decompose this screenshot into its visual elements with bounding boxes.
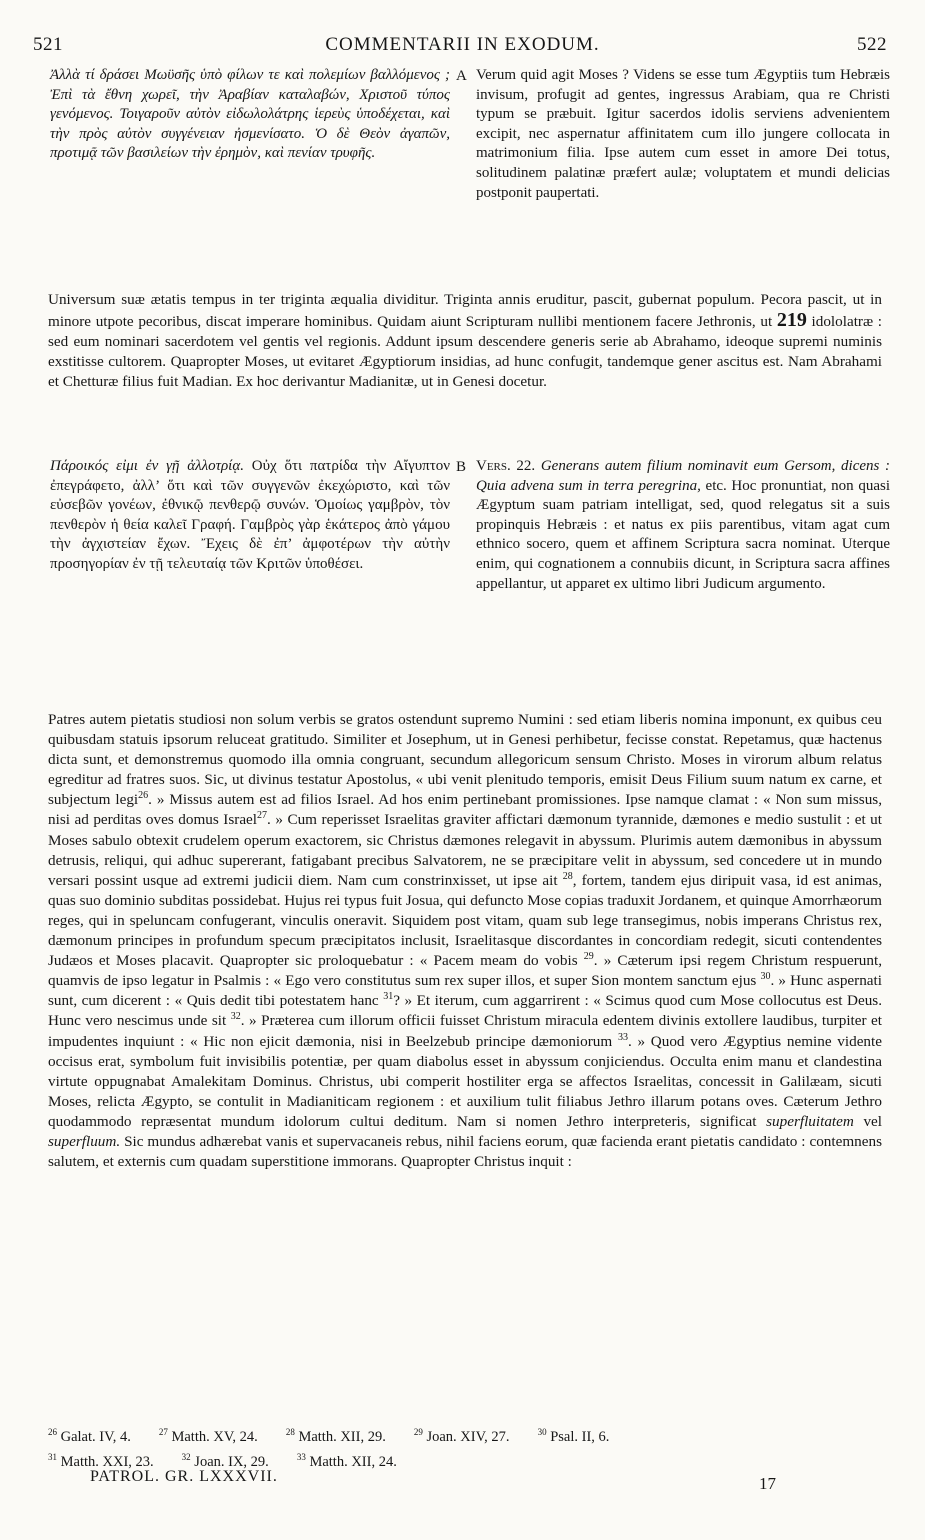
footnote: $^{26}$ Galat. IV, 4. — [48, 1427, 131, 1445]
series-signature: PATROL. GR. LXXXVII. — [90, 1468, 278, 1485]
footnote-ref: 33 — [617, 1031, 628, 1043]
page-number-right: 522 — [857, 34, 887, 55]
paragraph-text: . » Quod vero Ægyptius nemine vidente occisus erat, symbolum fuit invisibilis potentiæ, per quam diabolus esset in abyssum conjiciendus. Occulta enim manu et clandestina virtute oppugnabat Amalekitam Dominus. Christus, ubi comperit hostiliter erga se affectos Israelitas, concessit in Galilæam, sicuti Moses, relicta Ægypto, se contulit in Madianiticam regionem : et auxilium tulit filiabus Jethro illarum potans oves. Cæterum Jethro quodammodo repræsentat mundum idolorum cultui deditum. Nam si nomen Jethro interpreteris, significat — [48, 1032, 882, 1130]
paragraph-text: Sic mundus adhærebat vanis et supervacaneis rebus, nihil faciens eorum, quæ facienda erant pietatis candidato : contemnens salutem, et externis cum quadam superstitione immorans. Quapropter Christus inquit : — [48, 1132, 883, 1171]
latin-column-2 — [476, 457, 890, 594]
greek-column-2 — [50, 457, 450, 575]
paragraph-text: . » Præterea cum illorum officii fuisset Christum miracula edentem divinis extollere laudibus, turpiter et impudentes inquiunt : « Hic non ejicit dæmonia, nisi in Beelzebub principe dæmoniorum — [48, 1012, 883, 1050]
greek-lemma: Πάροικός εἰμι ἐν γῇ ἀλλοτρίᾳ. — [50, 458, 244, 474]
paragraph-text: Patres autem pietatis studiosi non solum verbis se gratos ostendunt supremo Numini : sed etiam liberis nomina imponunt, ex quibus ceu quibusdam statuis ipsorum reluceat gratitudo. Similiter et Josephum, ut in Genesi perhibetur, fecisse constat. Repetamus, quæ hactenus dicta sunt, et demonstremus quomodo illa omnia congruant, secundum allegoricum sensum Christo. Moses in virorum album relatus egreditur ad fratres suos. Sic, ut divinus testatur Apostolus, « ubi venit plenitudo temporis, emisit Deus Filium suum natum ex carne, et subjectum legi — [48, 711, 882, 809]
column-marker-a: A — [456, 68, 467, 84]
paragraph-text: , fortem, tandem ejus diripuit vasa, id est animas, quas suo dominio subditas possidebat. Hujus rei typus fuit Josua, qui defuncto Mose copias traduxit Jordanem, et quinque Amorrhæorum reges, qui in speluncam confugerant, vinculis oneravit. Siquidem post vitam, quam sub lege transegimus, nobis imperans Christus rex, dæmonum principes in profundum specum præcipitatos inclusit, Israelitasque discordantes in concordiam redegit, sicuti contendentes Judæos et Moses placavit. Quapropter sic proloquebatur : « Pacem meam do vobis — [48, 871, 883, 970]
verse-lemma: Generans autem filium nominavit eum Gersom, dicens : Quia advena sum in terra peregrina, — [476, 458, 891, 494]
paragraph-text: vel — [863, 1112, 882, 1130]
italic-term: superfluum. — [48, 1132, 121, 1150]
footnote: $^{28}$ Matth. XII, 29. — [285, 1427, 386, 1445]
footnote: $^{30}$ Psal. II, 6. — [537, 1427, 610, 1445]
italic-term: superfluitatem — [766, 1112, 854, 1130]
paragraph-universum — [48, 290, 882, 392]
footnote: $^{27}$ Matth. XV, 24. — [158, 1427, 258, 1445]
running-header — [0, 34, 925, 58]
footnote-ref: 31 — [383, 991, 394, 1003]
footnote-ref: 32 — [230, 1011, 241, 1023]
page-number-left: 521 — [33, 34, 63, 55]
column-number: 219 — [776, 309, 807, 332]
footnote: $^{32}$ Joan. IX, 29. — [181, 1451, 269, 1470]
paragraph-patres — [48, 710, 882, 1172]
paragraph-text: . » Missus autem est ad filios Israel. Ad hos enim pertinebant promissiones. Ipse namque clamat : « Non sum missus, nisi ad perditas oves domus Israel — [48, 791, 883, 829]
footnote: $^{33}$ Matth. XII, 24. — [296, 1451, 397, 1470]
column-marker-b: B — [456, 459, 467, 475]
footnote-ref: 28 — [562, 870, 573, 882]
paragraph-text: . » Cum reperisset Israelitas graviter affictari dæmonum tyrannide, dæmones e medio sustulit : et ut Moses sabulo obtexit crudelem operum exactorem, sic Christus dæmones relegavit in abyssum. Plurimis autem dæmonibus in abyssum detrusis, reliqui, qui adhuc supererant, fatigabant precibus Salvatorem, ne se præcipitare velit in abyssum, sed concedere ut in mundo versari possint usque ad extremi judicii diem. Nam cum constrinxisset, ut ipse ait — [48, 811, 882, 889]
greek-column-1: Ἀλλὰ τί δράσει Μωϋσῆς ὑπὸ φίλων τε καὶ πολεμίων βαλλόμενος ; Ἐπὶ τὰ ἔθνη χωρεῖ, τὴν Ἀραβίαν καταλαβών, Χριστοῦ τύπος γενόμενος. Τοιγαροῦν αὐτὸν εἰδωλολάτρης ἱερεὺς ὑποδέχεται, καὶ τὴν πρὸς αὐτὸν συγγένειαν ἠσμενίσατο. Ὁ δὲ Θεὸν ἀγαπῶν, προτιμᾷ τῶν βασιλείων τὴν ἐρημὸν, καὶ πενίαν τρυφῆς. — [50, 67, 450, 162]
paragraph-text: Universum suæ ætatis tempus in ter triginta æqualia dividitur. Triginta annis eruditur, pascit, gubernat populum. Pecora pascit, ut in minore utpote pecoribus, discat imperare hominibus. Quidam aiunt Scripturam nullibi mentionem facere Jethronis, ut — [48, 291, 882, 331]
running-title: COMMENTARII IN EXODUM. — [325, 34, 600, 55]
footnote-ref: 26 — [138, 790, 149, 802]
verse-label: Vers. 22. — [476, 458, 536, 474]
paragraph-text: . » Hunc aspernati sunt, cum dicerent : « Quis dedit tibi potestatem hanc — [48, 972, 882, 1010]
footnote-ref: 30 — [760, 971, 771, 983]
gathering-number: 17 — [759, 1474, 776, 1493]
footnotes — [48, 1422, 882, 1472]
paragraph-text: idololatræ : sed eum nominari sacerdotem vel gentis vel regionis. Addunt ipsum descendere generis serie ab Abrahamo, ideoque supremi numinis exstitisse cultorem. Quapropter Moses, ut evitaret Ægyptiorum insidias, ad hunc confugit, tandemque gener ascitus est. Nam Abrahami et Chetturæ filius fuit Madian. Ex hoc derivantur Madianitæ, ut in Genesi docetur. — [48, 313, 882, 391]
greek-commentary: Οὐχ ὅτι πατρίδα τὴν Αἴγυπτον ἐπεγράφετο, ἀλλ’ ὅτι καὶ τῶν συγγενῶν ἐκεχώριστο, καὶ τῶν εὐσεβῶν γονέων, ἐθνικῷ πενθερῷ συνών. Ὁμοίως γαμβρὸν, τὸν πενθερὸν ἡ θεία καλεῖ Γραφή. Γαμβρὸς γὰρ ἑκάτερος ἀπὸ γάμου τὴν ἀγχιστείαν ἔχων. Ἔχεις δὲ ἐπ’ ἀμφοτέρων τὴν αὐτὴν προσηγορίαν ἐν τῇ τελευταίᾳ τῶν Κριτῶν ὑποθέσει. — [50, 458, 451, 572]
latin-commentary: etc. Hoc pronuntiat, non quasi Ægyptum suam patriam intelligat, sed, quod relegatus sit a suis propinquis Hebræis : et natus ex piis parentibus, vitam agat cum ethnico socero, quem et affinem Scriptura sacra nominat. Uterque enim, qui cognationem a connubiis dicunt, in Scriptura sacra affines appellantur, ut apparet ex ultimo libri Judicum argumento. — [476, 477, 890, 592]
footnote-ref: 27 — [257, 810, 268, 822]
paragraph-text: ? » Et iterum, cum aggarrirent : « Scimus quod cum Mose collocutus est Deus. Hunc vero nescimus unde sit — [48, 992, 883, 1030]
footnote: $^{31}$ Matth. XXI, 23. — [48, 1451, 154, 1470]
latin-column-1: Verum quid agit Moses ? Videns se esse tum Ægyptiis tum Hebræis invisum, profugit ad gentes, ingressus Arabiam, qua re Christi typum se præbuit. Igitur sacerdos idolis serviens advenientem excipit, nec aspernatur affinitatem cum illo jungere collocata in matrimonium filia. Ipse autem cum esset in amore Dei totus, solitudinem palatinæ præfert aulæ; voluptatem et mundi delicias postponit paupertati. — [476, 67, 890, 201]
paragraph-text: . » Cæterum ipsi regem Christum respuerunt, quamvis de ipso legatur in Psalmis : « Ego vero constitutus sum rex super illos, et super Sion montem sanctum ejus — [48, 952, 883, 990]
footnote-ref: 29 — [583, 951, 594, 963]
footnote: $^{29}$ Joan. XIV, 27. — [413, 1427, 510, 1445]
